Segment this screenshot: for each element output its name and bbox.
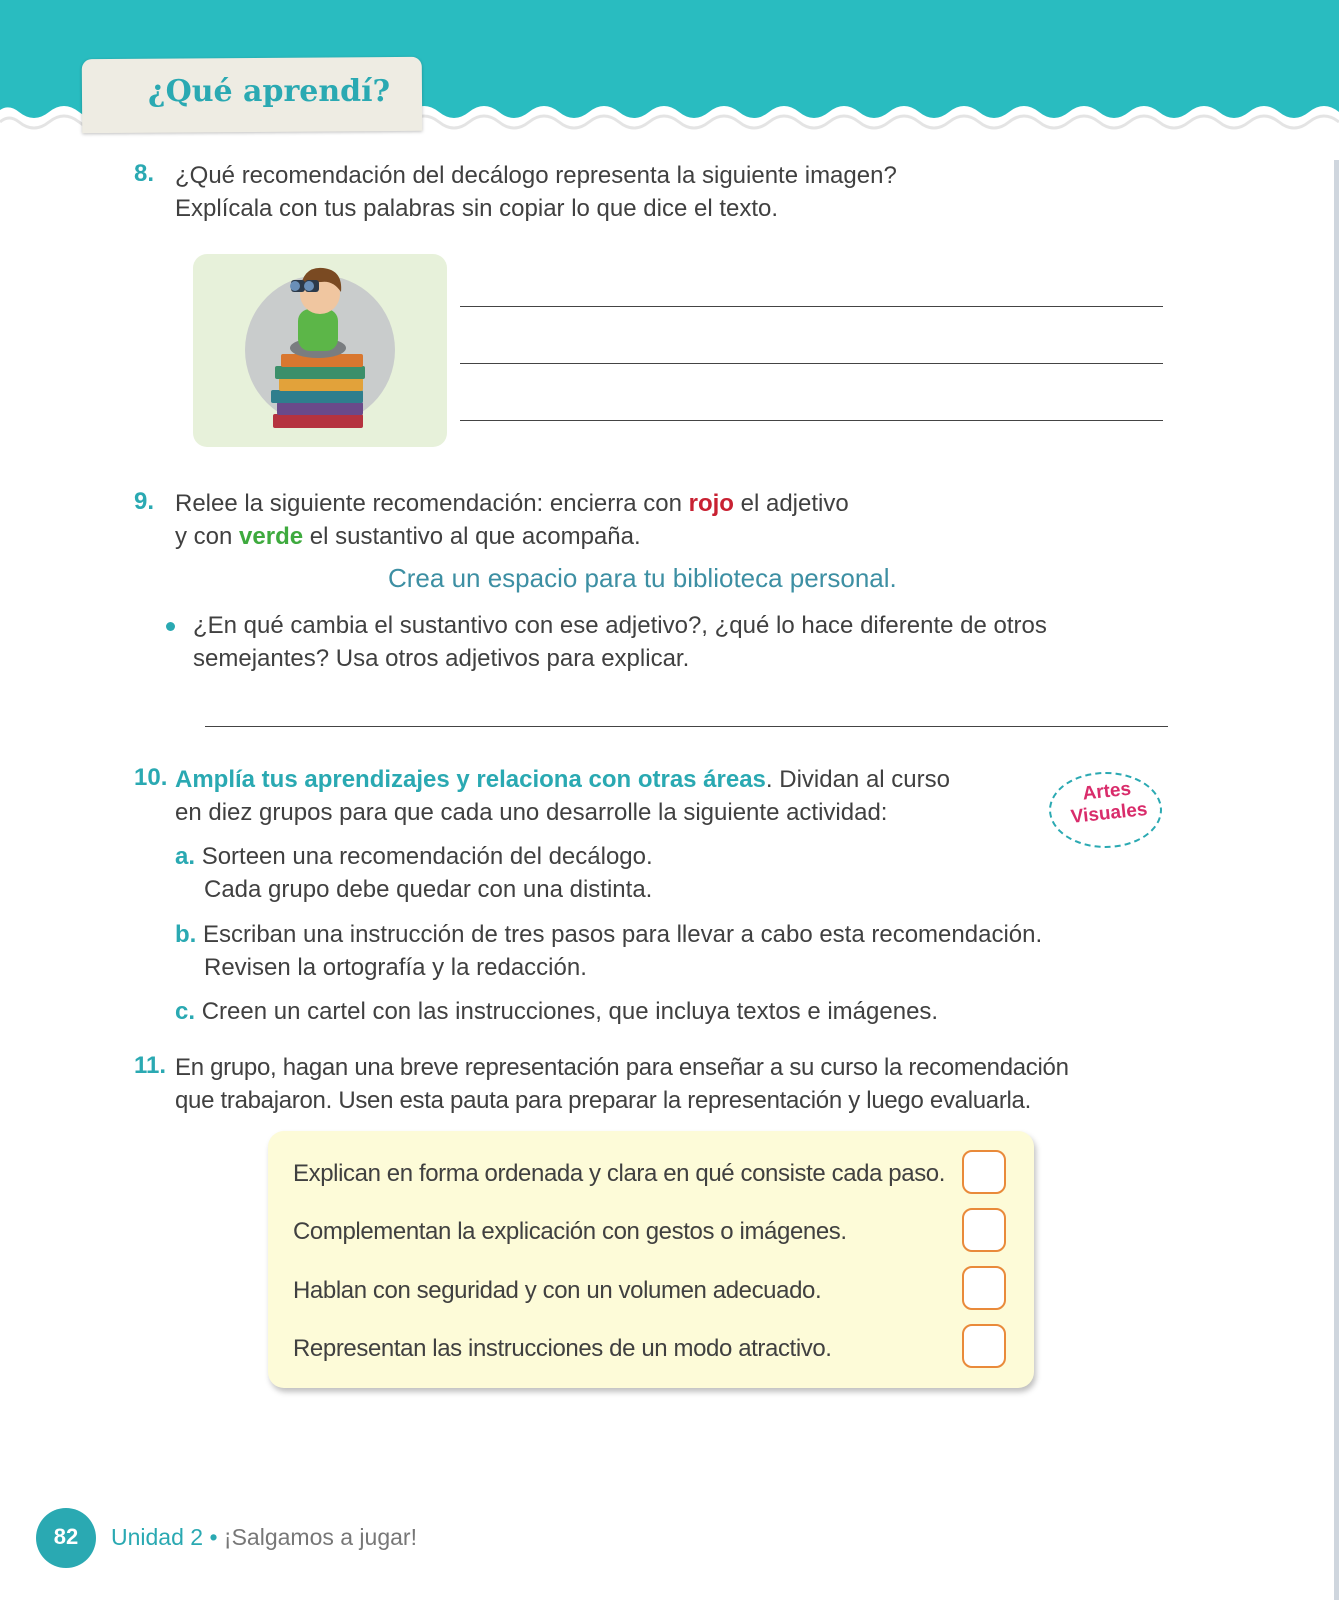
subitem-b: b. Escriban una instrucción de tres pasos para llevar a cabo esta recomendación. xyxy=(175,921,1043,948)
subitem-c: c. Creen un cartel con las instrucciones, que incluya textos e imágenes. xyxy=(175,998,939,1025)
answer-line[interactable] xyxy=(460,363,1163,364)
arts-badge: Artes Visuales xyxy=(1069,778,1149,828)
rubric-item: Representan las instrucciones de un modo atractivo. xyxy=(293,1335,832,1362)
answer-line[interactable] xyxy=(460,306,1163,307)
answer-line[interactable] xyxy=(460,420,1163,421)
rubric-checkbox[interactable] xyxy=(962,1150,1006,1194)
question-8-number: 8. xyxy=(134,160,155,187)
rubric-item: Complementan la explicación con gestos o imágenes. xyxy=(293,1218,847,1245)
page-number: 82 xyxy=(53,1524,79,1549)
question-11-text-line1: En grupo, hagan una breve representación para enseñar a su curso la recomendación xyxy=(175,1054,1069,1081)
question-11-text-line2: que trabajaron. Usen esta pauta para preparar la representación y luego evaluarla. xyxy=(175,1087,1031,1114)
boy-with-binoculars-illustration xyxy=(193,254,447,447)
question-9-text-line2: y con verde el sustantivo al que acompaña. xyxy=(175,523,641,550)
recommendation-quote: Crea un espacio para tu biblioteca personal. xyxy=(388,563,897,593)
rubric-checkbox[interactable] xyxy=(962,1266,1006,1310)
rubric-checkbox[interactable] xyxy=(962,1208,1006,1252)
rubric-item: Explican en forma ordenada y clara en qué consiste cada paso. xyxy=(293,1160,946,1187)
question-9-number: 9. xyxy=(134,488,155,515)
bullet-dot xyxy=(166,622,175,631)
subitem-a-line2: Cada grupo debe quedar con una distinta. xyxy=(204,876,653,903)
question-10-lead: Amplía tus aprendizajes y relaciona con otras áreas xyxy=(175,766,766,793)
question-9-text-line1: Relee la siguiente recomendación: encierra con rojo el adjetivo xyxy=(175,490,849,517)
question-9-bullet-line2: semejantes? Usa otros adjetivos para explicar. xyxy=(193,645,690,672)
question-10-number: 10. xyxy=(134,764,168,791)
rubric-item: Hablan con seguridad y con un volumen adecuado. xyxy=(293,1277,822,1304)
footer-unit: Unidad 2 • ¡Salgamos a jugar! xyxy=(111,1524,417,1550)
rubric-checkbox[interactable] xyxy=(962,1324,1006,1368)
page-edge xyxy=(1334,160,1339,1600)
keyword-verde: verde xyxy=(239,523,304,550)
subitem-a: a. Sorteen una recomendación del decálogo. xyxy=(175,843,653,870)
question-9-bullet-line1: ¿En qué cambia el sustantivo con ese adjetivo?, ¿qué lo hace diferente de otros xyxy=(193,612,1047,639)
question-8-text-line1: ¿Qué recomendación del decálogo representa la siguiente imagen? xyxy=(175,162,897,189)
keyword-rojo: rojo xyxy=(688,490,734,517)
subitem-b-line2: Revisen la ortografía y la redacción. xyxy=(204,954,587,981)
question-8-text-line2: Explícala con tus palabras sin copiar lo que dice el texto. xyxy=(175,195,779,222)
question-10-text-line2: en diez grupos para que cada uno desarrolle la siguiente actividad: xyxy=(175,799,888,826)
question-11-number: 11. xyxy=(134,1052,167,1079)
answer-line[interactable] xyxy=(205,726,1168,727)
illustration-frame xyxy=(193,254,447,447)
section-title: ¿Qué aprendí? xyxy=(148,74,391,109)
question-10-text-line1: Amplía tus aprendizajes y relaciona con otras áreas. Dividan al curso xyxy=(175,766,950,793)
